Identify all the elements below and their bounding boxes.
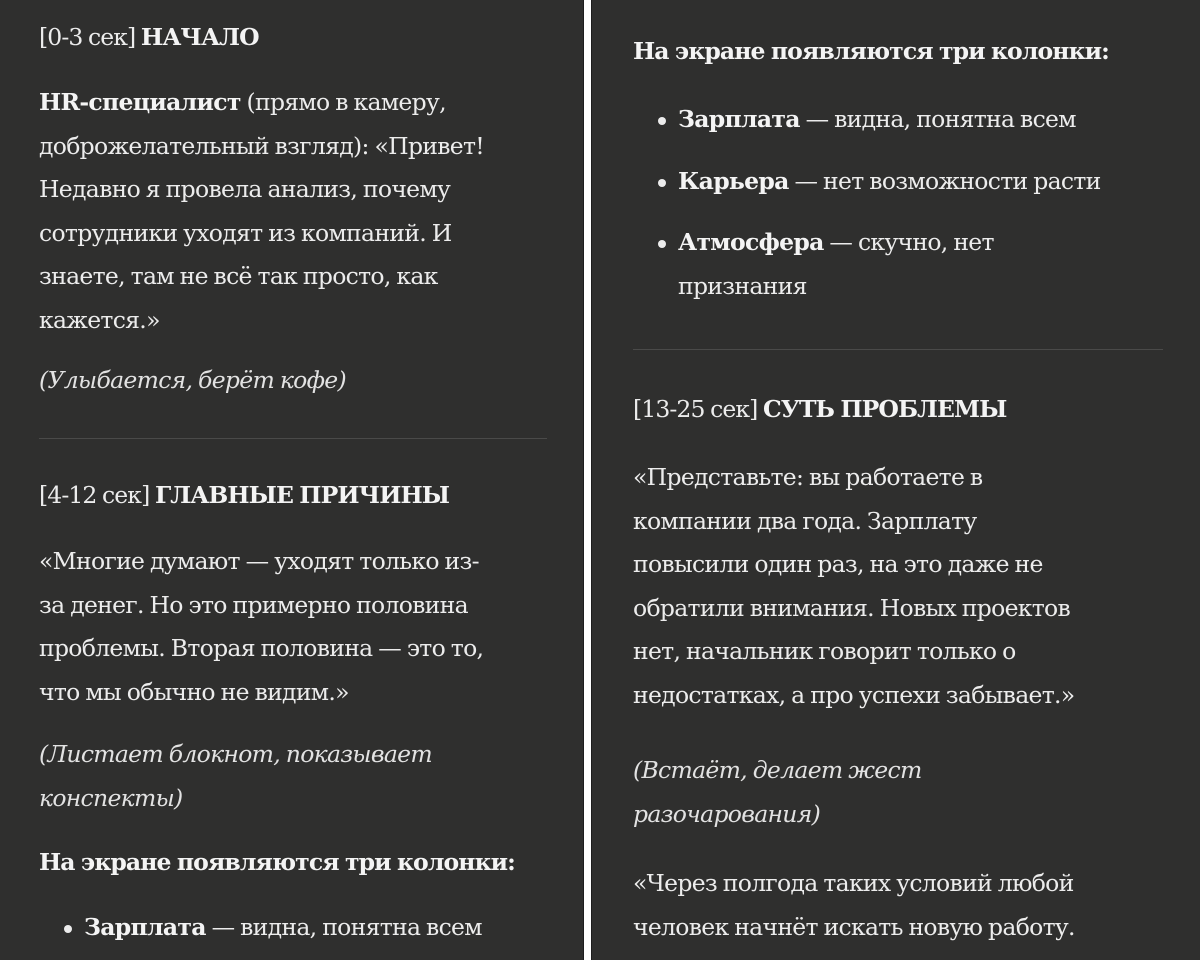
divider xyxy=(39,438,547,439)
quote-line: за денег. Но это примерно половина xyxy=(39,590,468,619)
left-page-panel[interactable] xyxy=(0,0,584,960)
section-title: НАЧАЛО xyxy=(140,23,259,51)
section-divider xyxy=(39,438,547,439)
screen-heading: На экране появляются три колонки: xyxy=(633,37,1109,65)
bullet-icon xyxy=(64,925,72,933)
stage-direction: (Встаёт, делает жест разочарования) xyxy=(633,756,922,828)
stage-direction: (Улыбается, берёт кофе) xyxy=(39,366,346,394)
stage-direction: (Листает блокнот, показывает конспекты) xyxy=(39,740,432,812)
quote-line: нет, начальник говорит только о xyxy=(633,637,1016,665)
quote-line: «Представьте: вы работаете в xyxy=(633,463,983,491)
section-problem xyxy=(633,388,1163,432)
section-divider xyxy=(633,349,1163,350)
quote-line: что мы обычно не видим.» xyxy=(39,677,349,706)
section-heading xyxy=(39,474,547,518)
speaker-paragraph xyxy=(39,81,547,342)
quote-line: человек начнёт искать новую работу. xyxy=(633,912,1075,941)
bullet-list xyxy=(39,906,547,950)
quote-paragraph xyxy=(633,862,1163,949)
timecode: [0-3 сек] xyxy=(39,23,136,51)
quote-line: недостатках, а про успехи забывает.» xyxy=(633,680,1075,709)
section-title: ГЛАВНЫЕ ПРИЧИНЫ xyxy=(154,481,450,509)
section-reasons xyxy=(39,474,547,518)
speech-line: кажется.» xyxy=(39,305,160,334)
right-page-panel[interactable] xyxy=(591,0,1200,960)
speech-line: доброжелательный взгляд): «Привет! xyxy=(39,131,485,160)
quote-line: обратили внимания. Новых проектов xyxy=(633,593,1071,622)
section-heading xyxy=(633,388,1163,432)
section-heading xyxy=(39,16,547,60)
speaker-name: HR-специалист xyxy=(39,88,241,116)
quote-paragraph xyxy=(39,540,547,714)
divider xyxy=(633,349,1163,350)
timecode: [13-25 сек] xyxy=(633,395,758,423)
quote-line: проблемы. Вторая половина — это то, xyxy=(39,634,484,662)
section-intro xyxy=(39,16,547,60)
section-title: СУТЬ ПРОБЛЕМЫ xyxy=(763,395,1007,423)
quote-paragraph xyxy=(633,456,1163,717)
list-item: Зарплата — видна, понятна всем xyxy=(633,98,1163,142)
bullet-icon xyxy=(658,117,666,125)
bullet-list xyxy=(633,98,1163,308)
bullet-icon xyxy=(658,179,666,187)
timecode: [4-12 сек] xyxy=(39,481,150,509)
list-item: Карьера — нет возможности расти xyxy=(633,160,1163,204)
speech-line: знаете, там не всё так просто, как xyxy=(39,262,438,290)
quote-line: повысили один раз, на это даже не xyxy=(633,550,1043,578)
screen-heading: На экране появляются три колонки: xyxy=(39,848,515,876)
quote-line: «Через полгода таких условий любой xyxy=(633,869,1074,897)
quote-line: «Многие думают — уходят только из- xyxy=(39,547,479,575)
speech-line: Недавно я провела анализ, почему xyxy=(39,175,451,203)
list-item: Атмосфера — скучно, нет признания xyxy=(633,221,1163,308)
bullet-icon xyxy=(658,240,666,248)
speech-line: сотрудники уходят из компаний. И xyxy=(39,218,452,247)
list-item: Зарплата — видна, понятна всем xyxy=(39,906,547,950)
quote-line: компании два года. Зарплату xyxy=(633,506,977,535)
speaker-line: HR-специалист (прямо в камеру, xyxy=(39,88,446,116)
